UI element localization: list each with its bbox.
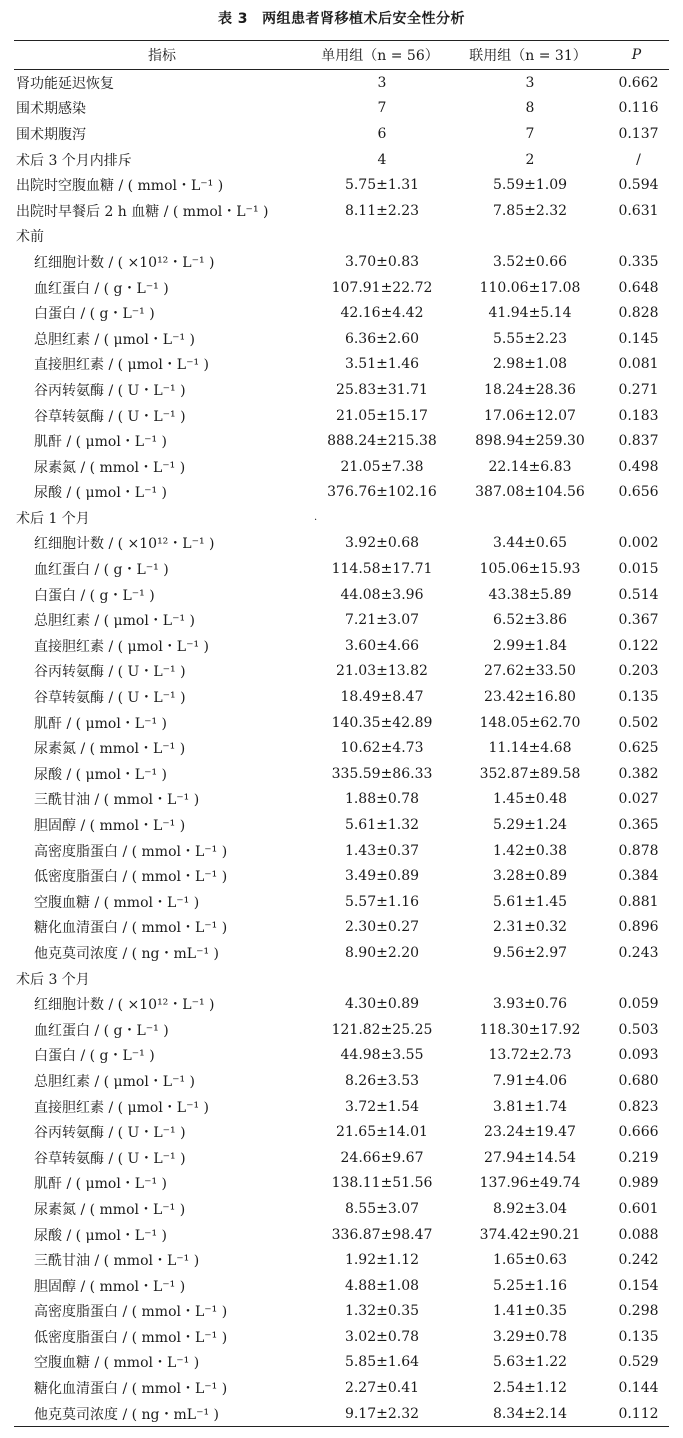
- single-group-value: 5.57±1.16: [344, 893, 420, 910]
- p-value: 0.135: [618, 1328, 659, 1345]
- p-value: 0.002: [618, 535, 659, 552]
- table-row: [14, 659, 669, 685]
- single-group-value: 1.92±1.12: [344, 1252, 420, 1269]
- row-label-cell: 空腹血糖 / ( mmol・L⁻¹ ): [34, 1355, 200, 1372]
- single-group-value: 18.49±8.47: [340, 689, 424, 706]
- combined-group-value: 3: [525, 74, 535, 91]
- table-header-row: [14, 41, 669, 69]
- single-group-value: 25.83±31.71: [336, 381, 428, 398]
- row-label-cell: 血红蛋白 / ( g・L⁻¹ ): [34, 1022, 169, 1039]
- p-value: 0.384: [618, 868, 659, 885]
- table-row: [14, 352, 669, 378]
- combined-group-value: 5.59±1.09: [492, 177, 568, 194]
- p-value: 0.823: [618, 1098, 659, 1115]
- table-row: [14, 787, 669, 813]
- single-group-value: 42.16±4.42: [340, 305, 424, 322]
- combined-group-value: 22.14±6.83: [488, 458, 572, 475]
- single-group-value: 5.75±1.31: [344, 177, 420, 194]
- table-body: [14, 70, 669, 1426]
- table-row: [14, 198, 669, 224]
- table-number: 表 3: [217, 11, 249, 27]
- combined-group-value: 2.98±1.08: [492, 356, 568, 373]
- row-label-cell: 肾功能延迟恢复: [16, 75, 114, 92]
- combined-group-value: 352.87±89.58: [479, 765, 581, 782]
- row-label-cell: 三酰甘油 / ( mmol・L⁻¹ ): [34, 792, 200, 809]
- stray-dot: .: [314, 512, 318, 523]
- row-label-cell: 血红蛋白 / ( g・L⁻¹ ): [34, 562, 169, 579]
- row-label-cell: 尿酸 / ( μmol・L⁻¹ ): [34, 1227, 168, 1244]
- p-value: 0.594: [618, 177, 659, 194]
- table-row: [14, 1401, 669, 1427]
- table-row: [14, 377, 669, 403]
- p-value: 0.116: [618, 100, 659, 117]
- table-row: [14, 172, 669, 198]
- combined-group-value: 5.29±1.24: [492, 817, 568, 834]
- row-label-cell: 总胆红素 / ( μmol・L⁻¹ ): [34, 331, 196, 348]
- p-value: 0.081: [618, 356, 659, 373]
- header-indicator: 指标: [148, 48, 176, 64]
- row-label-cell: 白蛋白 / ( g・L⁻¹ ): [34, 306, 155, 323]
- p-value: 0.666: [618, 1124, 659, 1141]
- p-value: 0.137: [618, 125, 659, 142]
- row-label-cell: 肌酐 / ( μmol・L⁻¹ ): [34, 1176, 168, 1193]
- header-single-group: 单用组（n = 56）: [321, 48, 439, 64]
- section-row: [14, 505, 669, 531]
- single-group-value: 6.36±2.60: [344, 330, 420, 347]
- single-group-value: 4: [377, 151, 387, 168]
- row-label-cell: 谷丙转氨酶 / ( U・L⁻¹ ): [34, 382, 186, 399]
- section-label: 术后 1 个月: [16, 510, 90, 527]
- single-group-value: 336.87±98.47: [331, 1226, 433, 1243]
- table-row: [14, 147, 669, 173]
- combined-group-value: 27.94±14.54: [484, 1149, 576, 1166]
- combined-group-value: 3.81±1.74: [492, 1098, 568, 1115]
- table-row: [14, 1273, 669, 1299]
- combined-group-value: 148.05±62.70: [479, 714, 581, 731]
- row-label-cell: 谷丙转氨酶 / ( U・L⁻¹ ): [34, 664, 186, 681]
- combined-group-value: 43.38±5.89: [488, 586, 572, 603]
- row-label-cell: [14, 969, 312, 989]
- table-row: [14, 1222, 669, 1248]
- row-label-cell: 尿酸 / ( μmol・L⁻¹ ): [34, 766, 168, 783]
- table-row: [14, 633, 669, 659]
- row-label-cell: [14, 508, 312, 528]
- table-row: [14, 1350, 669, 1376]
- combined-group-value: 7.85±2.32: [492, 202, 568, 219]
- table-row: [14, 70, 669, 96]
- table-row: [14, 326, 669, 352]
- row-label-cell: 尿素氮 / ( mmol・L⁻¹ ): [34, 741, 186, 758]
- single-group-value: 8.11±2.23: [344, 202, 420, 219]
- table-row: [14, 531, 669, 557]
- combined-group-value: 137.96±49.74: [479, 1175, 581, 1192]
- single-group-value: 2.30±0.27: [344, 919, 420, 936]
- row-label-cell: 总胆红素 / ( μmol・L⁻¹ ): [34, 613, 196, 630]
- combined-group-value: 17.06±12.07: [484, 407, 576, 424]
- single-group-value: 121.82±25.25: [331, 1021, 433, 1038]
- single-group-value: 7: [377, 100, 387, 117]
- single-group-value: 1.32±0.35: [344, 1303, 420, 1320]
- single-group-value: 107.91±22.72: [331, 279, 433, 296]
- table-row: [14, 991, 669, 1017]
- single-group-value: 21.03±13.82: [336, 663, 428, 680]
- table-row: [14, 1375, 669, 1401]
- row-label-cell: 血红蛋白 / ( g・L⁻¹ ): [34, 280, 169, 297]
- p-value: 0.625: [618, 740, 659, 757]
- combined-group-value: 3.28±0.89: [492, 868, 568, 885]
- table-row: [14, 889, 669, 915]
- row-label-cell: 尿素氮 / ( mmol・L⁻¹ ): [34, 1201, 186, 1218]
- row-label-cell: 术后 3 个月内排斥: [16, 152, 132, 169]
- section-row: [14, 966, 669, 992]
- table-row: [14, 403, 669, 429]
- combined-group-value: 8.92±3.04: [492, 1200, 568, 1217]
- header-combined-group: 联用组（n = 31）: [469, 48, 587, 64]
- single-group-value: 10.62±4.73: [340, 740, 424, 757]
- single-group-value: 3.02±0.78: [344, 1328, 420, 1345]
- p-value: 0.093: [618, 1047, 659, 1064]
- combined-group-value: 27.62±33.50: [484, 663, 576, 680]
- row-label-cell: 直接胆红素 / ( μmol・L⁻¹ ): [34, 638, 210, 655]
- table-row: [14, 556, 669, 582]
- single-group-value: 3: [377, 74, 387, 91]
- single-group-value: 2.27±0.41: [344, 1380, 420, 1397]
- combined-group-value: 5.61±1.45: [492, 893, 568, 910]
- p-value: 0.298: [618, 1303, 659, 1320]
- section-row: [14, 224, 669, 250]
- row-label-cell: 红细胞计数 / ( ×10¹²・L⁻¹ ): [34, 997, 215, 1014]
- combined-group-value: 6.52±3.86: [492, 612, 568, 629]
- combined-group-value: 2.99±1.84: [492, 637, 568, 654]
- row-label-cell: 出院时空腹血糖 / ( mmol・L⁻¹ ): [16, 178, 224, 195]
- table-row: [14, 761, 669, 787]
- row-label-cell: 他克莫司浓度 / ( ng・mL⁻¹ ): [34, 945, 219, 962]
- p-value: 0.662: [618, 74, 659, 91]
- row-label-cell: 肌酐 / ( μmol・L⁻¹ ): [34, 434, 168, 451]
- combined-group-value: 374.42±90.21: [479, 1226, 581, 1243]
- row-label-cell: 高密度脂蛋白 / ( mmol・L⁻¹ ): [34, 1304, 228, 1321]
- single-group-value: 5.61±1.32: [344, 817, 420, 834]
- row-label-cell: 直接胆红素 / ( μmol・L⁻¹ ): [34, 357, 210, 374]
- combined-group-value: 23.42±16.80: [484, 689, 576, 706]
- p-value: 0.828: [618, 305, 659, 322]
- p-value: 0.680: [618, 1072, 659, 1089]
- row-label-cell: 出院时早餐后 2 h 血糖 / ( mmol・L⁻¹ ): [16, 203, 269, 220]
- combined-group-value: 41.94±5.14: [488, 305, 572, 322]
- single-group-value: 3.72±1.54: [344, 1098, 420, 1115]
- header-p-value: P: [631, 47, 642, 63]
- combined-group-value: 1.65±0.63: [492, 1252, 568, 1269]
- single-group-value: 335.59±86.33: [331, 765, 433, 782]
- single-group-value: 376.76±102.16: [327, 484, 437, 501]
- combined-group-value: 11.14±4.68: [488, 740, 572, 757]
- combined-group-value: 5.25±1.16: [492, 1277, 568, 1294]
- combined-group-value: 3.52±0.66: [492, 253, 568, 270]
- combined-group-value: 23.24±19.47: [484, 1124, 576, 1141]
- safety-analysis-table: [14, 40, 669, 1427]
- table-row: [14, 1094, 669, 1120]
- p-value: 0.601: [618, 1200, 659, 1217]
- table-row: [14, 1196, 669, 1222]
- combined-group-value: 5.55±2.23: [492, 330, 568, 347]
- p-value: 0.896: [618, 919, 659, 936]
- single-group-value: 44.08±3.96: [340, 586, 424, 603]
- p-value: 0.122: [618, 637, 659, 654]
- table-caption: [0, 8, 683, 28]
- table-row: [14, 915, 669, 941]
- table-row: [14, 454, 669, 480]
- p-value: 0.878: [618, 842, 659, 859]
- p-value: 0.365: [618, 817, 659, 834]
- table-row: [14, 582, 669, 608]
- row-label-cell: 肌酐 / ( μmol・L⁻¹ ): [34, 715, 168, 732]
- p-value: 0.656: [618, 484, 659, 501]
- row-label-cell: 糖化血清蛋白 / ( mmol・L⁻¹ ): [34, 920, 228, 937]
- table-row: [14, 1145, 669, 1171]
- p-value: 0.144: [618, 1380, 659, 1397]
- row-label-cell: 低密度脂蛋白 / ( mmol・L⁻¹ ): [34, 869, 228, 886]
- combined-group-value: 105.06±15.93: [479, 561, 581, 578]
- table-row: [14, 1247, 669, 1273]
- table-row: [14, 96, 669, 122]
- single-group-value: 3.51±1.46: [344, 356, 420, 373]
- p-value: 0.503: [618, 1021, 659, 1038]
- table-row: [14, 1068, 669, 1094]
- table-row: [14, 121, 669, 147]
- section-label: 术后 3 个月: [16, 971, 90, 988]
- single-group-value: 4.88±1.08: [344, 1277, 420, 1294]
- row-label-cell: 尿素氮 / ( mmol・L⁻¹ ): [34, 459, 186, 476]
- p-value: 0.529: [618, 1354, 659, 1371]
- row-label-cell: [14, 226, 312, 246]
- row-label-cell: 高密度脂蛋白 / ( mmol・L⁻¹ ): [34, 843, 228, 860]
- single-group-value: 5.85±1.64: [344, 1354, 420, 1371]
- table-row: [14, 684, 669, 710]
- table-row: [14, 607, 669, 633]
- combined-group-value: 5.63±1.22: [492, 1354, 568, 1371]
- single-group-value: 44.98±3.55: [340, 1047, 424, 1064]
- combined-group-value: 110.06±17.08: [479, 279, 581, 296]
- section-label: 术前: [16, 229, 44, 246]
- combined-group-value: 7.91±4.06: [492, 1072, 568, 1089]
- row-label-cell: 白蛋白 / ( g・L⁻¹ ): [34, 1048, 155, 1065]
- p-value: 0.027: [618, 791, 659, 808]
- table-row: [14, 249, 669, 275]
- row-label-cell: 谷草转氨酶 / ( U・L⁻¹ ): [34, 408, 186, 425]
- single-group-value: 6: [377, 125, 387, 142]
- table-row: [14, 428, 669, 454]
- row-label-cell: 总胆红素 / ( μmol・L⁻¹ ): [34, 1073, 196, 1090]
- p-value: 0.219: [618, 1149, 659, 1166]
- single-group-value: 7.21±3.07: [344, 612, 420, 629]
- row-label-cell: 胆固醇 / ( mmol・L⁻¹ ): [34, 1278, 186, 1295]
- p-value: 0.648: [618, 279, 659, 296]
- table-bottom-rule: [14, 1426, 669, 1427]
- p-value: 0.631: [618, 202, 659, 219]
- single-group-value: 114.58±17.71: [331, 561, 433, 578]
- p-value: 0.059: [618, 996, 659, 1013]
- combined-group-value: 3.93±0.76: [492, 996, 568, 1013]
- single-group-value: 1.88±0.78: [344, 791, 420, 808]
- single-group-value: 9.17±2.32: [344, 1405, 420, 1422]
- single-group-value: 3.60±4.66: [344, 637, 420, 654]
- table-row: [14, 1324, 669, 1350]
- combined-group-value: 387.08±104.56: [475, 484, 585, 501]
- p-value: 0.242: [618, 1252, 659, 1269]
- row-label-cell: 围术期感染: [16, 101, 86, 118]
- row-label-cell: 白蛋白 / ( g・L⁻¹ ): [34, 587, 155, 604]
- row-label-cell: 低密度脂蛋白 / ( mmol・L⁻¹ ): [34, 1329, 228, 1346]
- combined-group-value: 1.45±0.48: [492, 791, 568, 808]
- table-row: [14, 735, 669, 761]
- p-value: 0.271: [618, 381, 659, 398]
- row-label-cell: 三酰甘油 / ( mmol・L⁻¹ ): [34, 1253, 200, 1270]
- table-row: [14, 480, 669, 506]
- table-row: [14, 710, 669, 736]
- table-row: [14, 1017, 669, 1043]
- row-label-cell: 谷草转氨酶 / ( U・L⁻¹ ): [34, 1150, 186, 1167]
- p-value: 0.382: [618, 765, 659, 782]
- single-group-value: 4.30±0.89: [344, 996, 420, 1013]
- combined-group-value: 3.29±0.78: [492, 1328, 568, 1345]
- combined-group-value: 8.34±2.14: [492, 1405, 568, 1422]
- combined-group-value: 2.54±1.12: [492, 1380, 568, 1397]
- row-label-cell: 他克莫司浓度 / ( ng・mL⁻¹ ): [34, 1406, 219, 1423]
- row-label-cell: 红细胞计数 / ( ×10¹²・L⁻¹ ): [34, 536, 215, 553]
- single-group-value: 3.70±0.83: [344, 253, 420, 270]
- row-label-cell: 尿酸 / ( μmol・L⁻¹ ): [34, 485, 168, 502]
- p-value: 0.135: [618, 689, 659, 706]
- p-value: 0.514: [618, 586, 659, 603]
- p-value: 0.837: [618, 433, 659, 450]
- p-value: /: [636, 151, 641, 168]
- single-group-value: 21.05±15.17: [336, 407, 428, 424]
- row-label-cell: 谷丙转氨酶 / ( U・L⁻¹ ): [34, 1125, 186, 1142]
- combined-group-value: 8: [525, 100, 535, 117]
- row-label-cell: 谷草转氨酶 / ( U・L⁻¹ ): [34, 690, 186, 707]
- single-group-value: 888.24±215.38: [327, 433, 437, 450]
- row-label-cell: 围术期腹泻: [16, 126, 86, 143]
- row-label-cell: 红细胞计数 / ( ×10¹²・L⁻¹ ): [34, 254, 215, 271]
- p-value: 0.112: [618, 1405, 659, 1422]
- combined-group-value: 7: [525, 125, 535, 142]
- table-row: [14, 1299, 669, 1325]
- single-group-value: 138.11±51.56: [331, 1175, 433, 1192]
- p-value: 0.881: [618, 893, 659, 910]
- p-value: 0.243: [618, 944, 659, 961]
- single-group-value: 8.90±2.20: [344, 944, 420, 961]
- combined-group-value: 18.24±28.36: [484, 381, 576, 398]
- combined-group-value: 2.31±0.32: [492, 919, 568, 936]
- p-value: 0.203: [618, 663, 659, 680]
- combined-group-value: 13.72±2.73: [488, 1047, 572, 1064]
- single-group-value: 140.35±42.89: [331, 714, 433, 731]
- single-group-value: 8.26±3.53: [344, 1072, 420, 1089]
- p-value: 0.015: [618, 561, 659, 578]
- p-value: 0.502: [618, 714, 659, 731]
- row-label-cell: 空腹血糖 / ( mmol・L⁻¹ ): [34, 894, 200, 911]
- row-label-cell: 直接胆红素 / ( μmol・L⁻¹ ): [34, 1099, 210, 1116]
- combined-group-value: 2: [525, 151, 535, 168]
- combined-group-value: 118.30±17.92: [479, 1021, 581, 1038]
- single-group-value: 3.49±0.89: [344, 868, 420, 885]
- single-group-value: 21.05±7.38: [340, 458, 424, 475]
- row-label-cell: 糖化血清蛋白 / ( mmol・L⁻¹ ): [34, 1381, 228, 1398]
- combined-group-value: 898.94±259.30: [475, 433, 585, 450]
- p-value: 0.088: [618, 1226, 659, 1243]
- row-label-cell: 胆固醇 / ( mmol・L⁻¹ ): [34, 818, 186, 835]
- table-row: [14, 275, 669, 301]
- table-row: [14, 838, 669, 864]
- table-row: [14, 863, 669, 889]
- table-title: 两组患者肾移植术后安全性分析: [262, 11, 466, 27]
- p-value: 0.989: [618, 1175, 659, 1192]
- single-group-value: 21.65±14.01: [336, 1124, 428, 1141]
- p-value: 0.367: [618, 612, 659, 629]
- combined-group-value: 3.44±0.65: [492, 535, 568, 552]
- single-group-value: 8.55±3.07: [344, 1200, 420, 1217]
- p-value: 0.154: [618, 1277, 659, 1294]
- table-row: [14, 1043, 669, 1069]
- p-value: 0.183: [618, 407, 659, 424]
- table-row: [14, 1119, 669, 1145]
- combined-group-value: 1.41±0.35: [492, 1303, 568, 1320]
- single-group-value: 1.43±0.37: [344, 842, 420, 859]
- single-group-value: 3.92±0.68: [344, 535, 420, 552]
- table-row: [14, 812, 669, 838]
- table-row: [14, 940, 669, 966]
- p-value: 0.145: [618, 330, 659, 347]
- table-row: [14, 300, 669, 326]
- p-value: 0.335: [618, 253, 659, 270]
- table-row: [14, 1171, 669, 1197]
- p-value: 0.498: [618, 458, 659, 475]
- single-group-value: 24.66±9.67: [340, 1149, 424, 1166]
- combined-group-value: 9.56±2.97: [492, 944, 568, 961]
- combined-group-value: 1.42±0.38: [492, 842, 568, 859]
